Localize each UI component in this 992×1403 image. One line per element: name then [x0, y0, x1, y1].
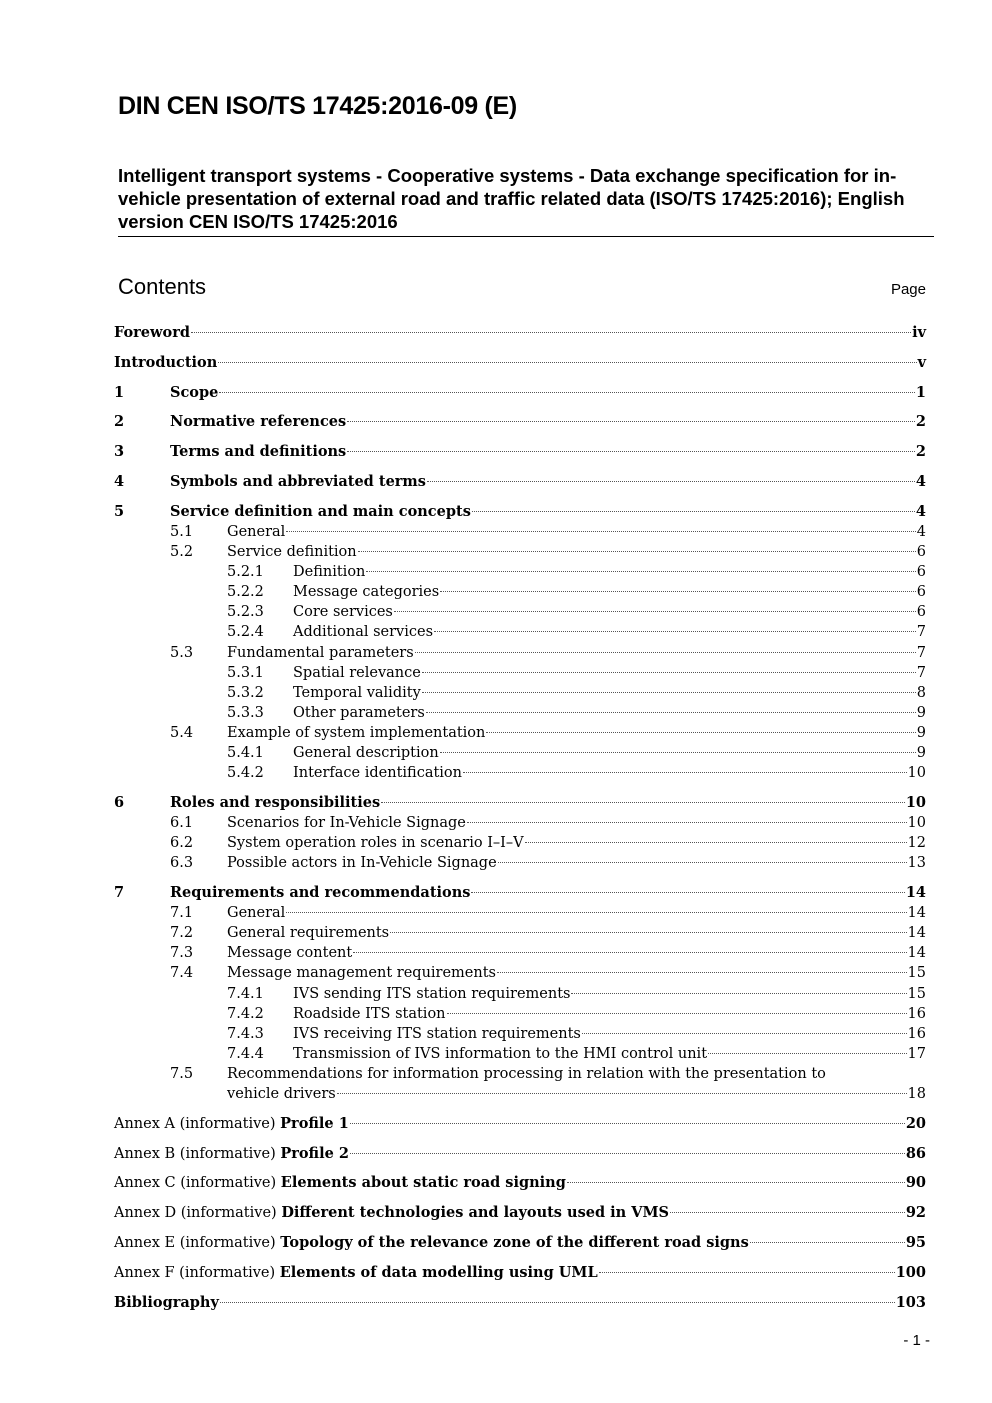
toc-entry-number: 7.4.1: [227, 985, 264, 1002]
toc-dot-leader: [582, 1033, 907, 1034]
toc-entry-page: 13: [907, 855, 926, 872]
toc-entry-body: [227, 723, 926, 743]
toc-entry[interactable]: [114, 1144, 926, 1164]
toc-entry-title: Other parameters: [293, 704, 425, 721]
toc-entry-number: 7.4: [170, 965, 194, 982]
toc-entry-body: [114, 1203, 926, 1223]
toc-entry-page: 95: [905, 1234, 926, 1251]
toc-entry[interactable]: [114, 683, 926, 703]
toc-dot-leader: [337, 1093, 907, 1094]
toc-entry-body: [293, 582, 926, 602]
annex-label: Annex D (informative): [114, 1205, 282, 1222]
toc-entry-body: [170, 502, 926, 522]
toc-entry[interactable]: [114, 1044, 926, 1064]
toc-entry-number: 7.4.2: [227, 1005, 264, 1022]
toc-entry-page: 4: [915, 473, 926, 490]
toc-entry-page: 10: [907, 765, 926, 782]
toc-entry[interactable]: [114, 353, 926, 373]
toc-entry-title: IVS receiving ITS station requirements: [293, 1025, 581, 1042]
toc-dot-leader: [472, 511, 915, 512]
toc-entry-line2: [227, 1084, 926, 1104]
toc-entry[interactable]: [114, 1293, 926, 1313]
toc-entry-page: 4: [916, 523, 926, 540]
toc-entry[interactable]: [114, 1263, 926, 1283]
toc-entry[interactable]: [114, 442, 926, 462]
toc-entry[interactable]: [114, 903, 926, 923]
toc-entry-page: 9: [916, 745, 926, 761]
toc-entry[interactable]: [114, 793, 926, 813]
toc-entry[interactable]: [114, 1004, 926, 1024]
toc-dot-leader: [358, 551, 916, 552]
toc-entry-body: [170, 472, 926, 492]
toc-entry-body: [293, 984, 926, 1004]
toc-entry-title: General description: [293, 745, 439, 761]
toc-entry[interactable]: [114, 1233, 926, 1253]
toc-entry[interactable]: [114, 883, 926, 903]
toc-entry-page: 14: [907, 925, 926, 942]
toc-entry-number: 7.4.4: [227, 1045, 264, 1062]
toc-entry-number: 7.3: [170, 945, 194, 962]
toc-entry-title: General requirements: [227, 925, 390, 942]
toc-entry-title: Profile 2: [280, 1144, 349, 1162]
toc-entry-title: Scope: [170, 383, 219, 401]
toc-entry-body: [293, 562, 926, 582]
toc-entry-body: [170, 412, 926, 432]
toc-entry-page: 9: [916, 724, 926, 741]
toc-dot-leader: [347, 451, 915, 452]
toc-entry-number: 5.2.4: [227, 624, 264, 641]
toc-entry-page: 9: [916, 704, 926, 721]
toc-dot-leader: [286, 912, 906, 913]
toc-dot-leader: [394, 611, 916, 612]
toc-entry-number: 7.2: [170, 925, 194, 942]
annex-label: Annex B (informative): [114, 1145, 281, 1162]
annex-label: Annex E (informative): [114, 1235, 281, 1251]
toc-entry-title: System operation roles in scenario I–I–V: [227, 835, 524, 852]
toc-entry-number: 7.1: [170, 905, 194, 922]
document-title: DIN CEN ISO/TS 17425:2016-09 (E): [118, 92, 517, 120]
toc-entry[interactable]: [114, 923, 926, 943]
toc-entry-title: Message management requirements: [227, 965, 496, 982]
toc-entry-title: Normative references: [170, 413, 347, 431]
toc-entry-body: [114, 1233, 926, 1253]
toc-entry[interactable]: [114, 562, 926, 582]
toc-entry-body: [227, 542, 926, 562]
toc-entry-title: Symbols and abbreviated terms: [170, 473, 426, 490]
toc-entry[interactable]: [114, 723, 926, 743]
toc-entry-number: 5.3.3: [227, 704, 264, 721]
toc-dot-leader: [498, 862, 907, 863]
toc-dot-leader: [426, 712, 916, 713]
contents-heading: Contents: [118, 274, 207, 299]
toc-dot-leader: [390, 932, 906, 933]
toc-dot-leader: [525, 842, 907, 843]
toc-entry-body: [227, 522, 926, 542]
annex-label: Annex F (informative): [114, 1264, 280, 1281]
toc-entry-body: [293, 663, 926, 683]
toc-dot-leader: [750, 1242, 905, 1243]
toc-dot-leader: [350, 1123, 905, 1124]
toc-entry-page: 7: [916, 644, 926, 661]
toc-dot-leader: [422, 672, 916, 673]
toc-entry-body: [227, 963, 926, 983]
toc-entry-number: 4: [114, 473, 125, 490]
document-subtitle: Intelligent transport systems - Cooperative systems - Data exchange specification for in-vehicle presentation of external road and traffic related data (ISO/TS 17425:2016); English version CEN ISO/TS 17425:2016: [118, 164, 934, 237]
toc-entry-number: 6.1: [170, 815, 194, 831]
toc-entry[interactable]: [114, 622, 926, 642]
toc-entry-number: 5.3.1: [227, 664, 264, 681]
toc-entry-title: Introduction: [114, 353, 218, 371]
toc-dot-leader: [347, 421, 915, 422]
toc-entry-page: 6: [916, 544, 926, 560]
toc-dot-leader: [486, 732, 915, 733]
toc-entry-number: 7.5: [170, 1065, 194, 1082]
annex-label: Annex C (informative): [114, 1175, 281, 1192]
toc-entry-body: [227, 923, 926, 943]
toc-entry-body: [227, 853, 926, 873]
toc-dot-leader: [434, 631, 916, 632]
toc-entry-body: [227, 833, 926, 853]
toc-dot-leader: [415, 652, 916, 653]
toc-entry-body: [170, 442, 926, 462]
toc-entry-title: Transmission of IVS information to the HMI control unit: [293, 1045, 708, 1062]
toc-entry-number: 5.3: [170, 644, 194, 661]
toc-entry-body: [227, 943, 926, 963]
toc-entry[interactable]: [114, 1203, 926, 1223]
toc-entry-title: Elements about static road signing: [280, 1174, 566, 1192]
toc-entry-number: 5.1: [170, 523, 194, 540]
toc-entry-wrapped: [227, 1064, 926, 1104]
toc-entry-number: 5.2.2: [227, 584, 264, 601]
toc-entry-number: 6.2: [170, 835, 194, 852]
toc-entry[interactable]: [114, 984, 926, 1004]
toc-entry-page: 92: [905, 1204, 926, 1222]
toc-entry-body: [293, 763, 926, 783]
toc-entry-page: 6: [916, 564, 926, 581]
toc-entry-page: 90: [905, 1174, 926, 1192]
toc-entry[interactable]: [114, 502, 926, 522]
toc-entry-page: 16: [907, 1005, 926, 1022]
toc-entry-body: [293, 1004, 926, 1024]
toc-entry[interactable]: [114, 853, 926, 873]
toc-entry-page: 15: [907, 985, 926, 1002]
toc-entry-body: [114, 1293, 926, 1313]
toc-entry[interactable]: [114, 522, 926, 542]
toc-entry-title: Additional services: [293, 624, 434, 641]
toc-entry-page: 10: [907, 815, 926, 831]
toc-entry[interactable]: [114, 1024, 926, 1044]
toc-entry-number: 6.3: [170, 855, 194, 872]
toc-entry-body: [293, 622, 926, 642]
toc-entry-page: 7: [916, 624, 926, 641]
toc-entry-title: Temporal validity: [293, 684, 421, 701]
toc-entry-page: 14: [905, 884, 926, 901]
toc-entry-number: 5.2.1: [227, 564, 264, 581]
toc-dot-leader: [286, 531, 915, 532]
toc-entry-body: [170, 383, 926, 403]
toc-entry-title: Service definition: [227, 544, 357, 560]
toc-entry-number: 1: [114, 383, 125, 401]
toc-entry-page: 10: [905, 793, 926, 811]
toc-entry-title: Interface identification: [293, 765, 463, 782]
toc-entry-title-cont: vehicle drivers: [227, 1085, 336, 1102]
toc-entry-page: 20: [905, 1114, 926, 1132]
toc-entry-title: Definition: [293, 564, 366, 581]
toc-entry-page: 18: [907, 1085, 926, 1102]
toc-entry-number: 5.3.2: [227, 684, 264, 701]
toc-entry-number: 5.4.1: [227, 745, 264, 761]
toc-dot-leader: [381, 802, 905, 803]
toc-entry-page: 2: [915, 413, 926, 431]
toc-entry-number: 7.4.3: [227, 1025, 264, 1042]
toc-entry-page: 100: [895, 1263, 926, 1281]
toc-entry-number: 7: [114, 884, 125, 901]
toc-entry-title: Terms and definitions: [170, 443, 347, 461]
toc-entry-body: [114, 353, 926, 373]
toc-entry-body: [227, 643, 926, 663]
toc-entry-body: [114, 323, 926, 343]
toc-dot-leader: [218, 362, 916, 363]
toc-dot-leader: [219, 392, 915, 393]
annex-label: Annex A (informative): [114, 1115, 281, 1132]
toc-entry-body: [114, 1144, 926, 1164]
toc-entry-title: Foreword: [114, 324, 190, 341]
toc-entry-number: 5: [114, 502, 125, 520]
toc-entry-page: 17: [907, 1045, 926, 1062]
toc-entry-page: iv: [912, 324, 926, 341]
toc-entry-title: IVS sending ITS station requirements: [293, 985, 571, 1002]
toc-entry-title: Profile 1: [280, 1114, 349, 1132]
toc-entry-title: Recommendations for information processing in relation with the presentation to: [227, 1065, 826, 1082]
toc-dot-leader: [220, 1302, 895, 1303]
toc-entry[interactable]: [114, 412, 926, 432]
toc-entry[interactable]: [114, 943, 926, 963]
toc-dot-leader: [353, 952, 906, 953]
toc-dot-leader: [350, 1153, 905, 1154]
toc-entry-title: General: [227, 905, 286, 922]
toc-entry-page: v: [917, 353, 926, 371]
page-number: - 1 -: [903, 1332, 930, 1349]
toc-entry-body: [170, 793, 926, 813]
toc-entry-title: Core services: [293, 604, 393, 621]
toc-entry[interactable]: [114, 1173, 926, 1193]
toc-dot-leader: [567, 1182, 905, 1183]
toc-dot-leader: [571, 993, 906, 994]
page-column-label: Page: [890, 281, 926, 298]
toc-entry-title: Different technologies and layouts used in VMS: [281, 1204, 670, 1222]
toc-entry-page: 8: [916, 684, 926, 701]
toc-dot-leader: [708, 1053, 907, 1054]
toc-entry-number: 5.4.2: [227, 765, 264, 782]
toc-entry[interactable]: [114, 383, 926, 403]
toc-entry[interactable]: [114, 963, 926, 983]
toc-dot-leader: [599, 1272, 895, 1273]
toc-dot-leader: [366, 571, 915, 572]
toc-entry-body: [293, 602, 926, 622]
toc-entry-body: [293, 703, 926, 723]
toc-entry-body: [170, 883, 926, 903]
toc-entry-title: General: [227, 523, 286, 540]
toc-entry-number: 6: [114, 793, 125, 811]
toc-dot-leader: [471, 892, 904, 893]
toc-dot-leader: [440, 752, 916, 753]
toc-entry[interactable]: [114, 763, 926, 783]
toc-entry-body: [114, 1114, 926, 1134]
toc-entry[interactable]: [114, 833, 926, 853]
toc-entry-page: 103: [895, 1293, 926, 1311]
toc-entry-body: [114, 1173, 926, 1193]
toc-entry[interactable]: [114, 813, 926, 833]
toc-entry[interactable]: [114, 582, 926, 602]
toc-entry-page: 6: [916, 604, 926, 621]
toc-entry-page: 6: [916, 584, 926, 601]
toc-entry-body: [293, 743, 926, 763]
toc-entry-page: 14: [907, 905, 926, 922]
toc-dot-leader: [497, 972, 907, 973]
toc-entry-title: Scenarios for In-Vehicle Signage: [227, 815, 466, 831]
toc-entry-body: [293, 1044, 926, 1064]
toc-entry[interactable]: [114, 1114, 926, 1134]
toc-dot-leader: [440, 591, 916, 592]
toc-entry-page: 12: [907, 835, 926, 852]
toc-entry-number: 5.4: [170, 724, 194, 741]
toc-entry-title: Possible actors in In-Vehicle Signage: [227, 855, 497, 872]
toc-entry-body: [227, 813, 926, 833]
toc-entry-page: 1: [915, 383, 926, 401]
toc-entry-page: 2: [915, 443, 926, 461]
toc-entry-title: Roles and responsibilities: [170, 793, 381, 811]
toc-entry-title: Fundamental parameters: [227, 644, 414, 661]
toc-entry-page: 4: [915, 502, 926, 520]
toc-entry[interactable]: [114, 743, 926, 763]
toc-entry-number: 5.2: [170, 544, 194, 560]
toc-entry-title: Message categories: [293, 584, 440, 601]
toc-entry-title: Spatial relevance: [293, 664, 421, 681]
toc-entry-number: 2: [114, 413, 125, 431]
toc-dot-leader: [670, 1212, 905, 1213]
toc-entry-body: [293, 683, 926, 703]
toc-entry-title: Elements of data modelling using UML: [279, 1263, 598, 1281]
toc-dot-leader: [447, 1013, 907, 1014]
toc-entry-number: 3: [114, 443, 125, 461]
toc-entry-body: [227, 903, 926, 923]
toc-entry-page: 14: [907, 945, 926, 962]
toc-entry-title: Bibliography: [114, 1293, 219, 1311]
toc-dot-leader: [422, 692, 916, 693]
toc-dot-leader: [191, 332, 911, 333]
toc-entry[interactable]: [114, 542, 926, 562]
toc-entry-page: 7: [916, 664, 926, 681]
toc-entry-title: Requirements and recommendations: [170, 884, 471, 901]
toc-entry-page: 16: [907, 1025, 926, 1042]
toc-entry-title: Topology of the relevance zone of the different road signs: [280, 1234, 749, 1251]
toc-entry-title: Example of system implementation: [227, 724, 486, 741]
toc-entry[interactable]: [114, 602, 926, 622]
toc-dot-leader: [463, 772, 907, 773]
toc-entry-title: Roadside ITS station: [293, 1005, 446, 1022]
toc-entry[interactable]: [114, 643, 926, 663]
toc-entry[interactable]: [114, 663, 926, 683]
toc-entry-number: 5.2.3: [227, 604, 264, 621]
toc-dot-leader: [427, 481, 915, 482]
toc-dot-leader: [467, 822, 907, 823]
toc-entry-body: [293, 1024, 926, 1044]
toc-entry-page: 15: [907, 965, 926, 982]
toc-entry[interactable]: [114, 703, 926, 723]
toc-entry[interactable]: [114, 323, 926, 343]
toc-entry-body: [114, 1263, 926, 1283]
toc-entry-page: 86: [905, 1144, 926, 1162]
toc-entry[interactable]: [114, 472, 926, 492]
toc-entry-title: Service definition and main concepts: [170, 502, 471, 520]
toc-entry[interactable]: [114, 1064, 926, 1104]
toc-entry-title: Message content: [227, 945, 353, 962]
